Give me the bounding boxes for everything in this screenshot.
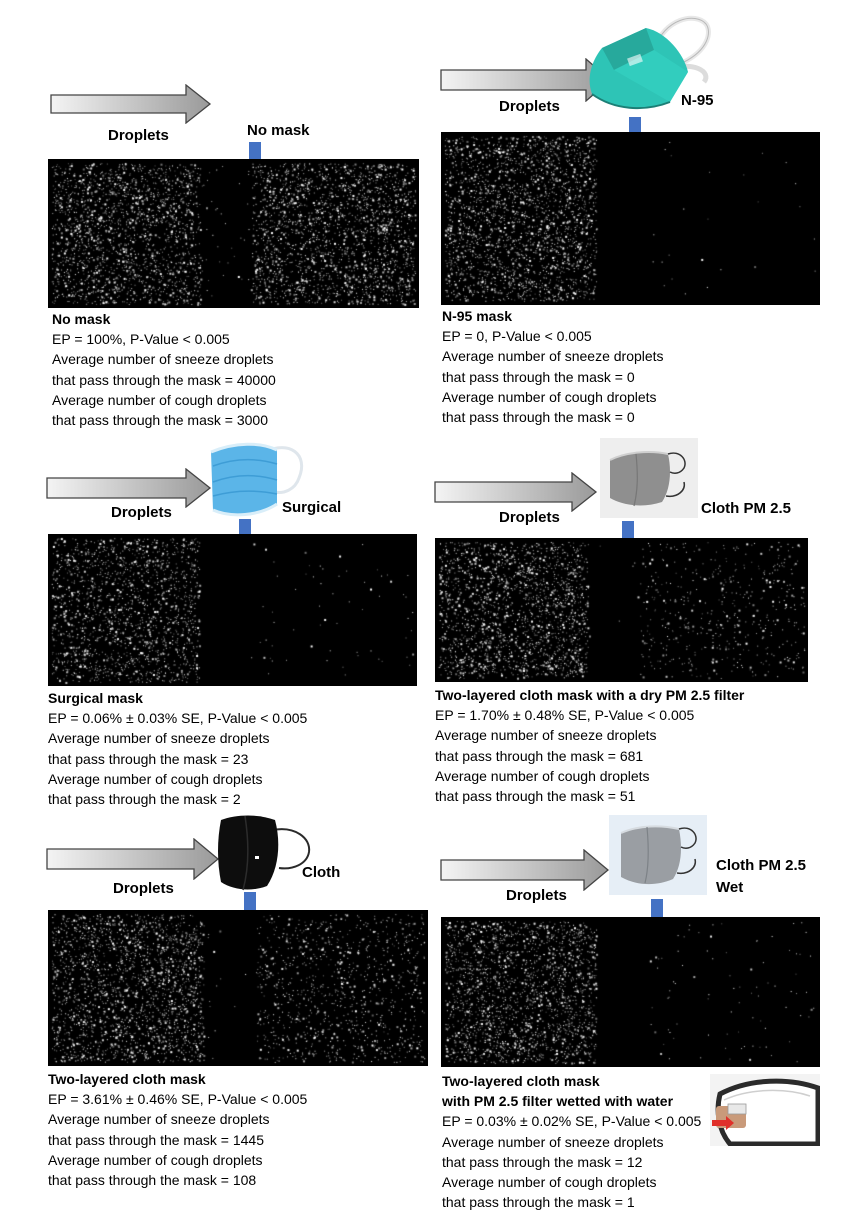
caption-line: that pass through the mask = 108 xyxy=(48,1172,257,1189)
caption-line: EP = 0.03% ± 0.02% SE, P-Value < 0.005 xyxy=(442,1113,702,1130)
cloth-pm25-mask-icon xyxy=(600,438,698,518)
droplet-speckle-canvas xyxy=(435,538,808,682)
caption-line: that pass through the mask = 681 xyxy=(435,747,644,764)
caption-no-mask xyxy=(52,309,276,430)
caption-line: Average number of sneeze droplets xyxy=(442,1133,664,1150)
caption-line: EP = 1.70% ± 0.48% SE, P-Value < 0.005 xyxy=(435,707,695,724)
caption-title: Two-layered cloth mask xyxy=(48,1071,206,1087)
caption-line: Average number of sneeze droplets xyxy=(442,348,664,365)
droplets-label: Droplets xyxy=(111,504,172,521)
mask-label: Cloth xyxy=(302,864,341,881)
droplets-label: Droplets xyxy=(499,509,560,526)
side-arrow-icon xyxy=(434,472,598,512)
caption-line: Average number of cough droplets xyxy=(52,391,267,408)
caption-title: No mask xyxy=(52,311,111,327)
droplet-image xyxy=(441,917,820,1067)
caption-title: Surgical mask xyxy=(48,690,143,706)
caption-cloth-pm25 xyxy=(435,685,744,806)
caption-line: Average number of sneeze droplets xyxy=(435,727,657,744)
droplet-image xyxy=(435,538,808,682)
caption-title: with PM 2.5 filter wetted with water xyxy=(442,1093,674,1110)
caption-line: Average number of cough droplets xyxy=(442,1174,657,1191)
caption-cloth-pm25-wet xyxy=(442,1071,701,1212)
caption-title: Two-layered cloth mask xyxy=(442,1073,600,1089)
mask-label: No mask xyxy=(247,122,310,139)
pm25-filter-insert-icon xyxy=(710,1074,820,1146)
caption-line: that pass through the mask = 2 xyxy=(48,791,241,808)
caption-line: that pass through the mask = 12 xyxy=(442,1153,643,1170)
caption-line: Average number of cough droplets xyxy=(48,770,263,787)
droplet-speckle-canvas xyxy=(48,910,428,1066)
droplets-label: Droplets xyxy=(506,887,567,904)
caption-line: that pass through the mask = 1 xyxy=(442,1194,635,1211)
droplets-label: Droplets xyxy=(113,880,174,897)
caption-title: Two-layered cloth mask with a dry PM 2.5 filter xyxy=(435,687,745,703)
mask-label-line: Wet xyxy=(716,879,744,896)
caption-line: that pass through the mask = 23 xyxy=(48,750,249,767)
droplets-label: Droplets xyxy=(499,98,560,115)
droplet-image xyxy=(48,534,417,686)
droplet-image xyxy=(48,910,428,1066)
caption-line: that pass through the mask = 40000 xyxy=(52,371,276,388)
caption-line: Average number of cough droplets xyxy=(442,388,657,405)
caption-line: Average number of sneeze droplets xyxy=(48,1111,270,1128)
caption-line: EP = 0.06% ± 0.03% SE, P-Value < 0.005 xyxy=(48,710,308,727)
caption-line: EP = 3.61% ± 0.46% SE, P-Value < 0.005 xyxy=(48,1091,308,1108)
mask-label: N-95 xyxy=(681,92,714,109)
caption-line: Average number of sneeze droplets xyxy=(52,351,274,368)
caption-line: Average number of cough droplets xyxy=(48,1151,263,1168)
caption-line: EP = 0, P-Value < 0.005 xyxy=(442,328,592,345)
mask-label xyxy=(716,855,806,899)
droplets-label: Droplets xyxy=(108,127,169,144)
mask-label: Surgical xyxy=(282,499,342,516)
side-arrow-icon xyxy=(46,468,212,508)
droplet-image xyxy=(441,132,820,305)
caption-line: EP = 100%, P-Value < 0.005 xyxy=(52,331,230,348)
caption-line: that pass through the mask = 0 xyxy=(442,368,635,385)
caption-n95 xyxy=(442,306,664,427)
droplet-speckle-canvas xyxy=(48,534,417,686)
mask-label-line: Cloth PM 2.5 xyxy=(716,857,807,874)
caption-line: that pass through the mask = 51 xyxy=(435,788,636,805)
caption-line: Average number of cough droplets xyxy=(435,767,650,784)
caption-surgical xyxy=(48,688,307,809)
caption-cloth xyxy=(48,1069,307,1190)
droplet-image xyxy=(48,159,419,308)
wet-cloth-pm25-mask-icon xyxy=(609,815,707,895)
mask-label: Cloth PM 2.5 xyxy=(701,500,792,517)
caption-line: that pass through the mask = 3000 xyxy=(52,412,268,429)
droplet-speckle-canvas xyxy=(48,159,419,308)
side-arrow-icon xyxy=(46,838,220,880)
caption-line: that pass through the mask = 0 xyxy=(442,409,635,426)
black-cloth-mask-icon xyxy=(215,812,315,892)
droplet-speckle-canvas xyxy=(441,132,820,305)
droplet-speckle-canvas xyxy=(441,917,820,1067)
caption-title: N-95 mask xyxy=(442,308,513,324)
caption-line: that pass through the mask = 1445 xyxy=(48,1131,264,1148)
side-arrow-icon xyxy=(440,849,610,891)
side-arrow-icon xyxy=(50,84,212,124)
caption-line: Average number of sneeze droplets xyxy=(48,730,270,747)
